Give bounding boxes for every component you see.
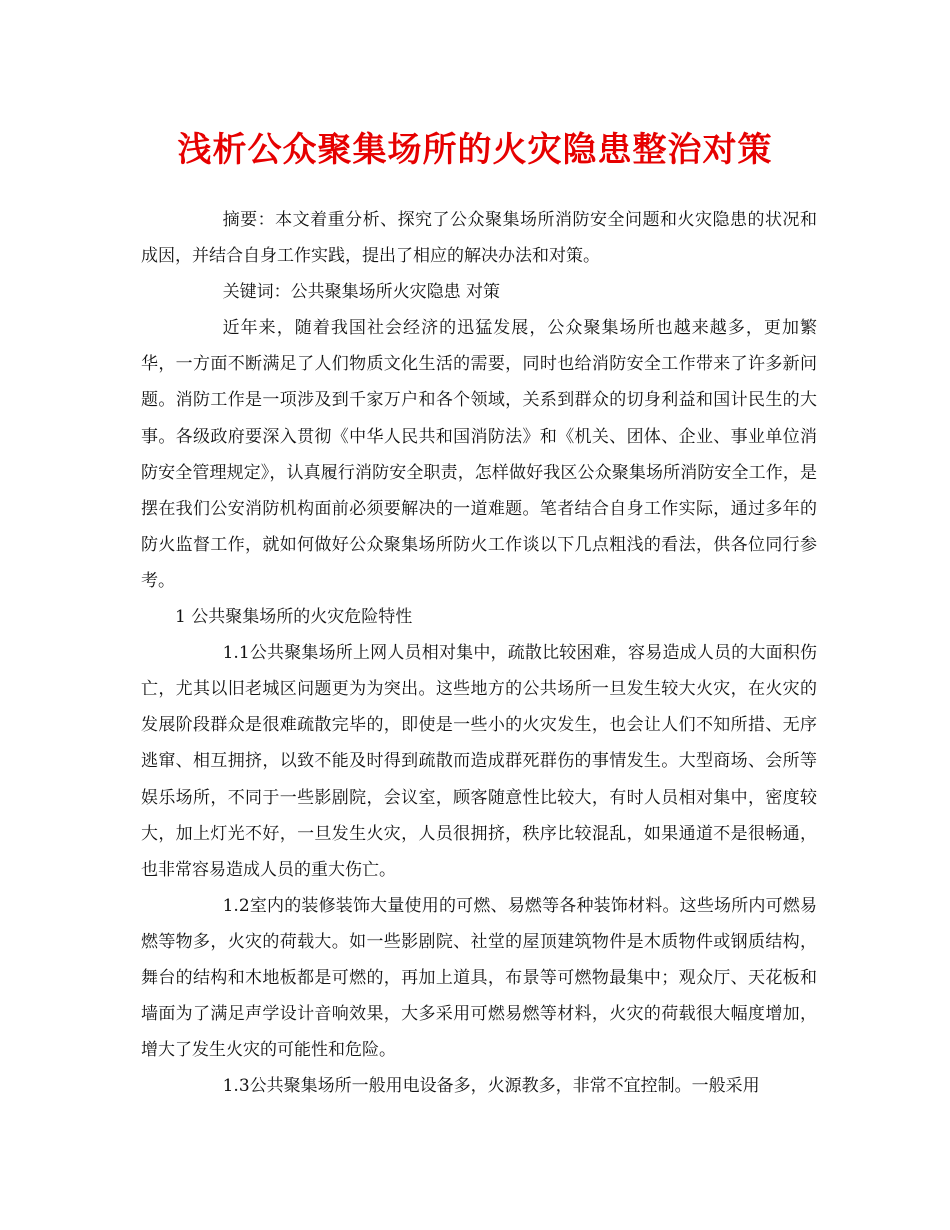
abstract-paragraph: 摘要：本文着重分析、探究了公众聚集场所消防安全问题和火灾隐患的状况和成因，并结合自身工作实践，提出了相应的解决办法和对策。 bbox=[141, 210, 817, 267]
section-1-heading: 1 公共聚集场所的火灾危险特性 bbox=[175, 607, 413, 628]
paragraph-1-2: 1.2室内的装修装饰大量使用的可燃、易燃等各种装饰材料。这些场所内可燃易燃等物多，火灾的荷载大。如一些影剧院、社堂的屋顶建筑物件是木质物件或钢质结构，舞台的结构和木地板都是可燃的，再加上道具，布景等可燃物最集中；观众厅、天花板和墙面为了满足声学设计音响效果，大多采用可燃易燃等材料，火灾的荷载很大幅度增加，增大了发生火灾的可能性和危险。 bbox=[141, 895, 817, 1061]
document-body bbox=[141, 202, 817, 1104]
paragraph-1-1: 1.1公共聚集场所上网人员相对集中，疏散比较困难，容易造成人员的大面积伤亡，尤其以旧老城区问题更为为突出。这些地方的公共场所一旦发生较大火灾，在火灾的发展阶段群众是很难疏散完毕的，即使是一些小的火灾发生，也会让人们不知所措、无序逃窜、相互拥挤，以致不能及时得到疏散而造成群死群伤的事情发生。大型商场、会所等娱乐场所，不同于一些影剧院，会议室，顾客随意性比较大，有时人员相对集中，密度较大，加上灯光不好，一旦发生火灾，人员很拥挤，秩序比较混乱，如果通道不是很畅通，也非常容易造成人员的重大伤亡。 bbox=[141, 643, 817, 880]
document-title: 浅析公众聚集场所的火灾隐患整治对策 bbox=[177, 130, 773, 170]
keywords-line: 关键词：公共聚集场所火灾隐患 对策 bbox=[222, 282, 500, 303]
paragraph-1-3: 1.3公共聚集场所一般用电设备多，火源教多，非常不宜控制。一般采用 bbox=[222, 1076, 760, 1097]
intro-paragraph: 近年来，随着我国社会经济的迅猛发展，公众聚集场所也越来越多，更加繁华，一方面不断满足了人们物质文化生活的需要，同时也给消防安全工作带来了许多新问题。消防工作是一项涉及到千家万户和各个领域，关系到群众的切身利益和国计民生的大事。各级政府要深入贯彻《中华人民共和国消防法》和《机关、团体、企业、事业单位消防安全管理规定》，认真履行消防安全职责，怎样做好我区公众聚集场所消防安全工作，是摆在我们公安消防机构面前必须要解决的一道难题。笔者结合自身工作实际，通过多年的防火监督工作，就如何做好公众聚集场所防火工作谈以下几点粗浅的看法，供各位同行参考。 bbox=[141, 318, 817, 591]
